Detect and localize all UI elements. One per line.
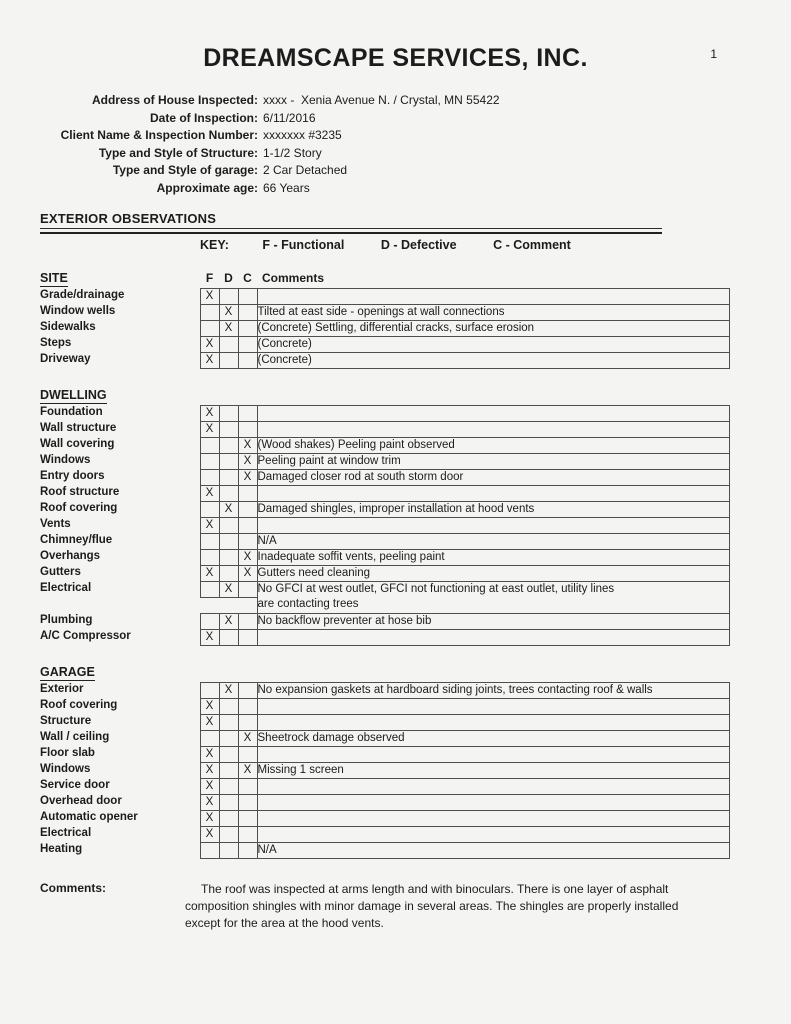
mark-cell-c xyxy=(238,810,257,826)
comment-cell: N/A xyxy=(257,842,730,858)
mark-cell-d: X xyxy=(219,682,238,698)
mark-cell-f: X xyxy=(200,421,219,437)
table-row xyxy=(40,826,730,842)
mark-cell-f: X xyxy=(200,405,219,421)
column-header-f: F xyxy=(205,270,214,285)
mark-cell-f xyxy=(200,437,219,453)
mark-cell-d xyxy=(219,762,238,778)
key-label: KEY: xyxy=(200,237,229,252)
garage-heading: GARAGE xyxy=(40,664,95,679)
mark-cell-f xyxy=(200,453,219,469)
mark-cell-d: X xyxy=(219,581,238,597)
mark-cell-f xyxy=(200,842,219,858)
table-row xyxy=(40,629,730,645)
mark-cell-f xyxy=(200,581,219,597)
table-row xyxy=(40,613,730,629)
row-label: Wall structure xyxy=(40,422,117,435)
table-row xyxy=(40,533,730,549)
empty-cell xyxy=(200,597,219,613)
row-label: Roof covering xyxy=(40,502,118,515)
row-label: A/C Compressor xyxy=(40,630,131,643)
mark-cell-f: X xyxy=(200,826,219,842)
mark-cell-c xyxy=(238,682,257,698)
field-row-structure xyxy=(40,145,751,163)
comment-cell xyxy=(257,517,730,533)
mark-cell-d xyxy=(219,405,238,421)
row-label: Heating xyxy=(40,843,83,856)
row-label: Exterior xyxy=(40,683,84,696)
mark-cell-d xyxy=(219,842,238,858)
table-row xyxy=(40,698,730,714)
table-row xyxy=(40,501,730,517)
comment-cell xyxy=(257,421,730,437)
table-row xyxy=(40,810,730,826)
mark-cell-c xyxy=(238,842,257,858)
mark-cell-f xyxy=(200,501,219,517)
mark-cell-c xyxy=(238,421,257,437)
mark-cell-c xyxy=(238,746,257,762)
observations-table-site xyxy=(40,288,730,369)
mark-cell-c xyxy=(238,533,257,549)
table-row xyxy=(40,714,730,730)
comment-cell: No expansion gaskets at hardboard siding joints, trees contacting roof & walls xyxy=(257,682,730,698)
mark-cell-f: X xyxy=(200,794,219,810)
field-label: Date of Inspection: xyxy=(149,110,258,125)
comment-cell: (Wood shakes) Peeling paint observed xyxy=(257,437,730,453)
table-row xyxy=(40,469,730,485)
mark-cell-d xyxy=(219,549,238,565)
mark-cell-c xyxy=(238,698,257,714)
table-row xyxy=(40,453,730,469)
comment-cell xyxy=(257,746,730,762)
field-value: xxxx - Xenia Avenue N. / Crystal, MN 55422 xyxy=(263,93,500,107)
mark-cell-c xyxy=(238,517,257,533)
table-row xyxy=(40,762,730,778)
mark-cell-d xyxy=(219,565,238,581)
mark-cell-c xyxy=(238,304,257,320)
mark-cell-f: X xyxy=(200,629,219,645)
comment-cell xyxy=(257,288,730,304)
row-label: Plumbing xyxy=(40,614,93,627)
table-row xyxy=(40,549,730,565)
key-item-functional: F - Functional xyxy=(262,237,345,252)
field-row-garage xyxy=(40,162,751,180)
mark-cell-c: X xyxy=(238,469,257,485)
field-value: 1-1/2 Story xyxy=(263,145,322,160)
mark-cell-d xyxy=(219,533,238,549)
mark-cell-d xyxy=(219,421,238,437)
mark-cell-d xyxy=(219,698,238,714)
comment-cell: (Concrete) Settling, differential cracks, surface erosion xyxy=(257,320,730,336)
row-label: Automatic opener xyxy=(40,811,138,824)
comment-cell xyxy=(257,714,730,730)
comment-cell xyxy=(257,698,730,714)
mark-cell-d xyxy=(219,810,238,826)
comments-label: Comments: xyxy=(40,880,107,895)
column-header-comments: Comments xyxy=(262,270,325,285)
field-value: xxxxxxx #3235 xyxy=(263,128,342,143)
table-row xyxy=(40,778,730,794)
field-row-date xyxy=(40,110,751,128)
field-row-address xyxy=(40,92,751,110)
comment-cell: No GFCI at west outlet, GFCI not functioning at east outlet, utility lines are contacting trees xyxy=(257,581,730,613)
comment-cell xyxy=(257,826,730,842)
mark-cell-c xyxy=(238,714,257,730)
comment-cell: Damaged closer rod at south storm door xyxy=(257,469,730,485)
garage-table-host xyxy=(40,682,751,859)
mark-cell-f: X xyxy=(200,352,219,368)
field-label: Address of House Inspected: xyxy=(91,93,258,107)
field-value: 6/11/2016 xyxy=(263,110,316,125)
row-label: Gutters xyxy=(40,566,81,579)
mark-cell-d xyxy=(219,453,238,469)
mark-cell-c xyxy=(238,501,257,517)
table-row xyxy=(40,405,730,421)
dwelling-table-host xyxy=(40,405,751,646)
row-label: Steps xyxy=(40,337,72,350)
mark-cell-f: X xyxy=(200,810,219,826)
mark-cell-c: X xyxy=(238,549,257,565)
page-content xyxy=(0,92,791,932)
site-header-row xyxy=(40,271,730,285)
comment-cell: Sheetrock damage observed xyxy=(257,730,730,746)
mark-cell-d xyxy=(219,336,238,352)
site-table-host xyxy=(40,288,751,369)
row-label: Sidewalks xyxy=(40,321,96,334)
mark-cell-d xyxy=(219,746,238,762)
mark-cell-f: X xyxy=(200,288,219,304)
table-row xyxy=(40,746,730,762)
mark-cell-d: X xyxy=(219,304,238,320)
empty-cell xyxy=(238,597,257,613)
mark-cell-c: X xyxy=(238,762,257,778)
row-label: Overhead door xyxy=(40,795,122,808)
key-legend xyxy=(200,238,751,252)
row-label: Overhangs xyxy=(40,550,101,563)
row-label: Floor slab xyxy=(40,747,95,760)
mark-cell-c xyxy=(238,778,257,794)
mark-cell-c: X xyxy=(238,730,257,746)
mark-cell-d xyxy=(219,288,238,304)
page-title: DREAMSCAPE SERVICES, INC. xyxy=(203,44,588,72)
mark-cell-c xyxy=(238,288,257,304)
section-site xyxy=(40,271,751,369)
mark-cell-d xyxy=(219,469,238,485)
row-label: Structure xyxy=(40,715,92,728)
mark-cell-f xyxy=(200,549,219,565)
key-item-comment: C - Comment xyxy=(493,237,571,252)
comment-cell xyxy=(257,794,730,810)
comment-cell: Damaged shingles, improper installation at hood vents xyxy=(257,501,730,517)
comment-cell: Peeling paint at window trim xyxy=(257,453,730,469)
field-row-client xyxy=(40,127,751,145)
mark-cell-d xyxy=(219,352,238,368)
comment-cell: Missing 1 screen xyxy=(257,762,730,778)
comment-cell xyxy=(257,629,730,645)
table-row xyxy=(40,730,730,746)
section-heading: EXTERIOR OBSERVATIONS xyxy=(40,211,662,229)
site-heading: SITE xyxy=(40,270,68,285)
mark-cell-d xyxy=(219,485,238,501)
row-label: Foundation xyxy=(40,406,103,419)
row-label: Vents xyxy=(40,518,71,531)
mark-cell-c xyxy=(238,485,257,501)
field-label: Type and Style of Structure: xyxy=(98,145,258,160)
mark-cell-f: X xyxy=(200,762,219,778)
mark-cell-d xyxy=(219,437,238,453)
mark-cell-d xyxy=(219,629,238,645)
comment-cell xyxy=(257,810,730,826)
exterior-observations-heading-block xyxy=(40,211,662,234)
table-row xyxy=(40,485,730,501)
row-label: Windows xyxy=(40,763,91,776)
column-header-c: C xyxy=(243,270,252,285)
mark-cell-c xyxy=(238,826,257,842)
mark-cell-f xyxy=(200,730,219,746)
mark-cell-f: X xyxy=(200,746,219,762)
comment-cell: (Concrete) xyxy=(257,352,730,368)
field-value: 2 Car Detached xyxy=(263,163,348,178)
mark-cell-f xyxy=(200,320,219,336)
mark-cell-f xyxy=(200,304,219,320)
column-header-d: D xyxy=(224,270,233,285)
mark-cell-d xyxy=(219,714,238,730)
table-row xyxy=(40,336,730,352)
mark-cell-c xyxy=(238,581,257,597)
mark-cell-c: X xyxy=(238,565,257,581)
row-label: Service door xyxy=(40,779,110,792)
table-row xyxy=(40,517,730,533)
mark-cell-f xyxy=(200,613,219,629)
mark-cell-d xyxy=(219,794,238,810)
mark-cell-c xyxy=(238,352,257,368)
title-bar xyxy=(0,44,791,76)
mark-cell-f: X xyxy=(200,336,219,352)
key-item-defective: D - Defective xyxy=(380,237,457,252)
mark-cell-d: X xyxy=(219,501,238,517)
section-garage xyxy=(40,665,751,859)
comment-cell xyxy=(257,485,730,501)
mark-cell-d: X xyxy=(219,613,238,629)
comment-cell: Tilted at east side - openings at wall connections xyxy=(257,304,730,320)
comment-cell: (Concrete) xyxy=(257,336,730,352)
comment-cell: Inadequate soffit vents, peeling paint xyxy=(257,549,730,565)
mark-cell-f: X xyxy=(200,517,219,533)
row-label: Electrical xyxy=(40,827,92,840)
field-row-age xyxy=(40,180,751,198)
comments-block xyxy=(40,881,751,932)
comment-cell: N/A xyxy=(257,533,730,549)
field-label: Approximate age: xyxy=(156,180,258,195)
mark-cell-c: X xyxy=(238,453,257,469)
mark-cell-c xyxy=(238,336,257,352)
field-value: 66 Years xyxy=(263,180,310,195)
table-row xyxy=(40,288,730,304)
row-label: Windows xyxy=(40,454,91,467)
comments-text: The roof was inspected at arms length and with binoculars. There is one layer of asphalt composition shingles with minor damage in several areas. The shingles are properly installed except for the area at the hood vents. xyxy=(185,881,679,930)
section-dwelling xyxy=(40,388,751,646)
mark-cell-d xyxy=(219,826,238,842)
mark-cell-f xyxy=(200,533,219,549)
table-row xyxy=(40,565,730,581)
observations-table-garage xyxy=(40,682,730,859)
row-label: Wall covering xyxy=(40,438,115,451)
page-number: 1 xyxy=(710,47,717,61)
table-row xyxy=(40,320,730,336)
mark-cell-d xyxy=(219,778,238,794)
mark-cell-f: X xyxy=(200,714,219,730)
mark-cell-d: X xyxy=(219,320,238,336)
observations-table-dwelling xyxy=(40,405,730,646)
empty-cell xyxy=(219,597,238,613)
row-label: Roof covering xyxy=(40,699,118,712)
field-label: Client Name & Inspection Number: xyxy=(60,128,258,143)
comment-cell xyxy=(257,405,730,421)
mark-cell-f: X xyxy=(200,565,219,581)
comment-cell: No backflow preventer at hose bib xyxy=(257,613,730,629)
mark-cell-c xyxy=(238,629,257,645)
header-fields xyxy=(40,92,751,198)
row-label: Roof structure xyxy=(40,486,120,499)
comment-cell: Gutters need cleaning xyxy=(257,565,730,581)
table-row xyxy=(40,794,730,810)
mark-cell-f xyxy=(200,682,219,698)
dwelling-heading: DWELLING xyxy=(40,387,107,402)
mark-cell-c xyxy=(238,405,257,421)
table-row xyxy=(40,352,730,368)
mark-cell-c xyxy=(238,794,257,810)
row-label: Entry doors xyxy=(40,470,105,483)
comment-cell xyxy=(257,778,730,794)
row-label: Wall / ceiling xyxy=(40,731,110,744)
row-label: Electrical xyxy=(40,582,92,595)
table-row xyxy=(40,581,730,597)
table-row xyxy=(40,421,730,437)
mark-cell-c xyxy=(238,613,257,629)
row-label: Driveway xyxy=(40,353,91,366)
heading-rule xyxy=(40,232,662,234)
row-label xyxy=(40,597,200,613)
table-row xyxy=(40,437,730,453)
mark-cell-c: X xyxy=(238,437,257,453)
mark-cell-f: X xyxy=(200,485,219,501)
mark-cell-d xyxy=(219,517,238,533)
table-row xyxy=(40,304,730,320)
mark-cell-c xyxy=(238,320,257,336)
mark-cell-f: X xyxy=(200,698,219,714)
row-label: Window wells xyxy=(40,305,116,318)
row-label: Grade/drainage xyxy=(40,289,125,302)
row-label: Chimney/flue xyxy=(40,534,113,547)
mark-cell-f xyxy=(200,469,219,485)
table-row xyxy=(40,682,730,698)
table-row xyxy=(40,842,730,858)
mark-cell-f: X xyxy=(200,778,219,794)
field-label: Type and Style of garage: xyxy=(112,163,258,178)
mark-cell-d xyxy=(219,730,238,746)
